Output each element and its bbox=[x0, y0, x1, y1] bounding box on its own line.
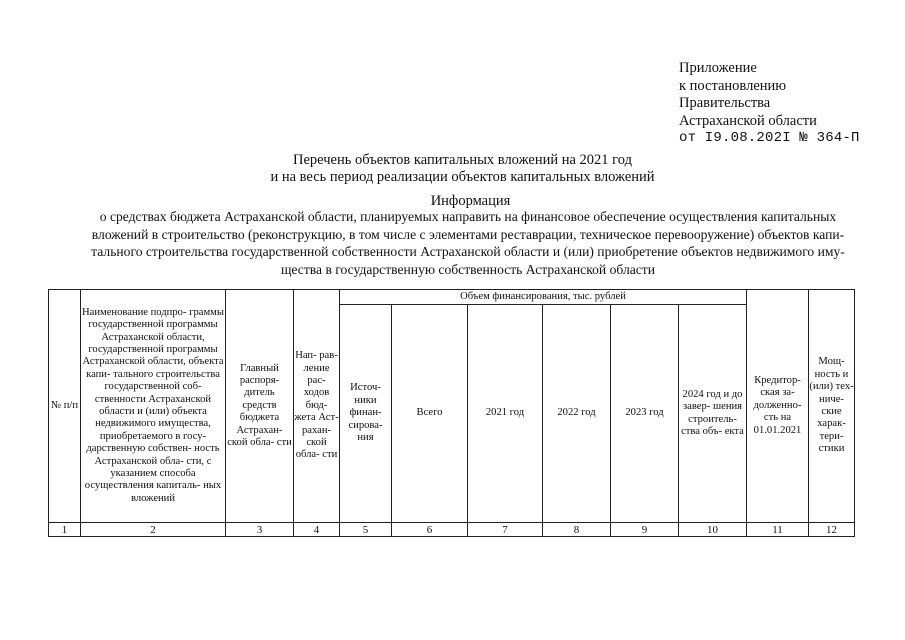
col-header-name: Наименование подпро- граммы государственной программы Астраханской области, государственной программы Астраханской области, объекта капи- тального строительства государственной соб- ственности Астраханской области и (или) объекта недвижимого имущества, приобретаемого в госу- дарственную собствен- ность Астраханской обла- сти, с указанием способа осуществления капиталь- ных вложений bbox=[81, 290, 226, 523]
column-number: 5 bbox=[340, 523, 392, 537]
appendix-line: Приложение bbox=[679, 60, 757, 76]
column-number: 2 bbox=[81, 523, 226, 537]
header-row bbox=[49, 290, 855, 305]
column-number: 3 bbox=[226, 523, 294, 537]
col-header-sources: Источ- ники финан- сирова- ния bbox=[340, 305, 392, 523]
column-number: 1 bbox=[49, 523, 81, 537]
objects-table bbox=[48, 289, 855, 537]
column-number: 11 bbox=[747, 523, 809, 537]
col-header-manager: Главный распоря- дитель средств бюджета Астрахан- ской обла- сти bbox=[226, 290, 294, 523]
title-line: Перечень объектов капитальных вложений на 2021 год bbox=[293, 152, 632, 168]
appendix-line: к постановлению bbox=[679, 77, 787, 94]
col-header-2024-onward: 2024 год и до завер- шения строитель- ства объ- екта bbox=[679, 305, 747, 523]
col-header-num: № п/п bbox=[49, 290, 81, 523]
appendix-line: Астраханской области bbox=[679, 112, 817, 129]
info-line: щества в государственную собственность Астраханской области bbox=[280, 261, 656, 277]
column-number: 6 bbox=[392, 523, 468, 537]
appendix-date: от I9.08.202I № 364-П bbox=[679, 130, 860, 147]
info-line: вложений в строительство (реконструкцию, в том числе с элементами реставрации, техническое перевооружение) объектов капи- bbox=[91, 226, 845, 242]
col-header-total: Всего bbox=[392, 305, 468, 523]
document-title bbox=[0, 152, 905, 186]
column-number: 4 bbox=[294, 523, 340, 537]
title-line: и на весь период реализации объектов капитальных вложений bbox=[270, 169, 655, 185]
info-heading-text: Информация bbox=[430, 193, 511, 209]
column-number: 10 bbox=[679, 523, 747, 537]
appendix-line: Правительства bbox=[679, 95, 771, 112]
info-line: о средствах бюджета Астраханской области, планируемых направить на финансовое обеспечение осуществления капитальных bbox=[99, 209, 837, 224]
info-paragraph bbox=[78, 208, 858, 278]
col-header-capacity: Мощ- ность и (или) тех- ниче- ские харак- тери- стики bbox=[809, 290, 855, 523]
column-number: 9 bbox=[611, 523, 679, 537]
col-header-payables: Кредитор- ская за- долженно- сть на 01.01.2021 bbox=[747, 290, 809, 523]
appendix-block bbox=[679, 60, 860, 148]
info-line: тального строительства государственной собственности Астраханской области и (или) приобретение объектов недвижимого иму- bbox=[91, 244, 845, 259]
col-header-financing-group: Объем финансирования, тыс. рублей bbox=[340, 290, 747, 305]
column-number-row bbox=[49, 523, 855, 537]
col-header-2021: 2021 год bbox=[468, 305, 543, 523]
col-header-2023: 2023 год bbox=[611, 305, 679, 523]
col-header-expense-direction: Нап- рав- ление рас- ходов бюд- жета Аст- рахан- ской обла- сти bbox=[294, 290, 340, 523]
column-number: 8 bbox=[543, 523, 611, 537]
column-number: 7 bbox=[468, 523, 543, 537]
col-header-2022: 2022 год bbox=[543, 305, 611, 523]
column-number: 12 bbox=[809, 523, 855, 537]
